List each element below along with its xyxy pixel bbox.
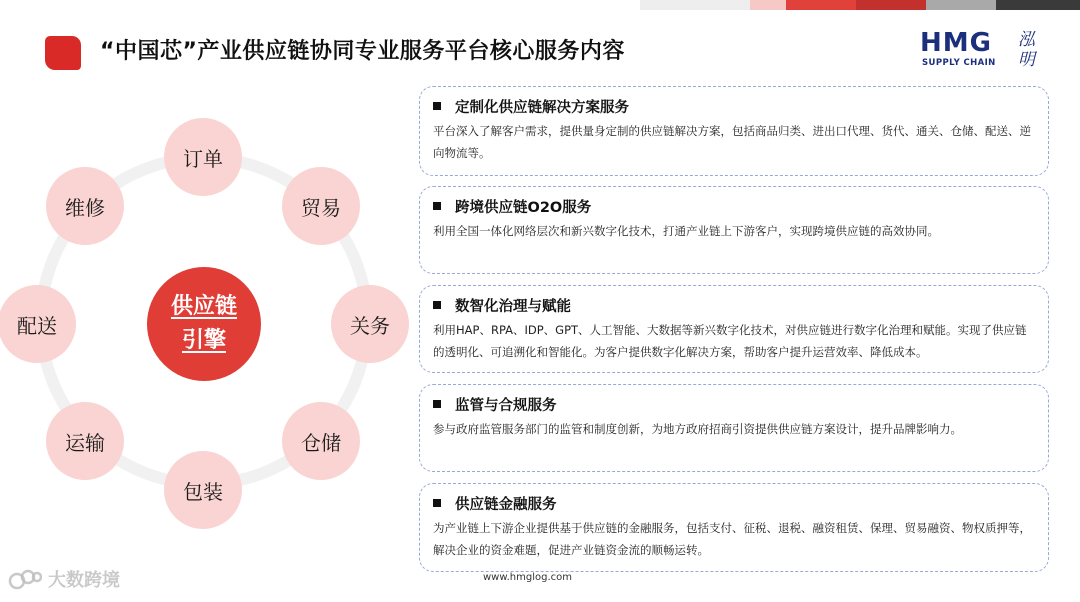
service-card-title: 供应链金融服务 — [455, 496, 557, 513]
service-card-header — [433, 194, 1036, 218]
top-strip-3 — [786, 0, 856, 10]
service-card-body: 为产业链上下游企业提供基于供应链的金融服务，包括支付、征税、退税、融资租赁、保理、贸易融资、物权质押等，解决企业的资金难题，促进产业链资金流的顺畅运转。 — [433, 521, 1031, 557]
square-bullet-icon — [433, 499, 441, 507]
engine-label-line2: 引擎 — [181, 328, 226, 353]
service-card-title: 跨境供应链O2O服务 — [455, 199, 592, 216]
square-bullet-icon — [433, 400, 441, 408]
hmg-logo — [920, 30, 1042, 74]
node-order: 订单 — [164, 118, 242, 196]
service-card-header — [433, 491, 1036, 515]
service-card-title: 数智化治理与赋能 — [455, 298, 571, 315]
service-card-body: 利用HAP、RPA、IDP、GPT、人工智能、大数据等新兴数字化技术，对供应链进行数字化治理和赋能。实现了供应链的透明化、可追溯化和智能化。为客户提供数字化解决方案，帮助客户提升运营效率、降低成本。 — [433, 323, 1027, 359]
node-customs: 关务 — [331, 285, 409, 363]
page-title: “中国芯”产业供应链协同专业服务平台核心服务内容 — [100, 39, 625, 64]
top-strip-2 — [750, 0, 786, 10]
service-card-header — [433, 94, 1036, 118]
watermark — [8, 566, 120, 592]
title-marker — [45, 36, 81, 70]
service-card-body: 平台深入了解客户需求，提供量身定制的供应链解决方案，包括商品归类、进出口代理、货代、通关、仓储、配送、逆向物流等。 — [433, 124, 1031, 160]
service-card-header — [433, 392, 1036, 416]
logo-main-text: HMG — [920, 28, 992, 58]
logo-chinese-text: 泓明 — [1018, 30, 1035, 70]
service-card — [419, 285, 1049, 373]
logo-sub-text: SUPPLY CHAIN — [922, 58, 996, 68]
watermark-logo-icon — [8, 568, 42, 590]
service-card — [419, 86, 1049, 176]
top-strip-6 — [996, 0, 1080, 10]
service-card — [419, 186, 1049, 274]
top-strip-1 — [640, 0, 750, 10]
service-card — [419, 384, 1049, 472]
top-strip-5 — [926, 0, 996, 10]
website-url: www.hmglog.com — [483, 572, 573, 583]
square-bullet-icon — [433, 202, 441, 210]
node-delivery: 配送 — [0, 285, 76, 363]
service-card-title: 定制化供应链解决方案服务 — [455, 99, 629, 116]
node-repair: 维修 — [46, 167, 124, 245]
square-bullet-icon — [433, 102, 441, 110]
service-card-body: 参与政府监管服务部门的监管和制度创新，为地方政府招商引资提供供应链方案设计，提升品牌影响力。 — [433, 422, 962, 436]
supply-chain-engine — [147, 267, 261, 381]
service-card — [419, 483, 1049, 572]
service-card-body: 利用全国一体化网络层次和新兴数字化技术，打通产业链上下游客户，实现跨境供应链的高效协同。 — [433, 224, 939, 238]
square-bullet-icon — [433, 301, 441, 309]
node-transport: 运输 — [46, 402, 124, 480]
node-warehouse: 仓储 — [282, 402, 360, 480]
top-strip-4 — [856, 0, 926, 10]
watermark-text: 大数跨境 — [48, 570, 120, 591]
service-card-header — [433, 293, 1036, 317]
node-trade: 贸易 — [282, 167, 360, 245]
engine-label-line1: 供应链 — [170, 294, 237, 319]
node-packaging: 包装 — [164, 451, 242, 529]
service-card-title: 监管与合规服务 — [455, 397, 557, 414]
